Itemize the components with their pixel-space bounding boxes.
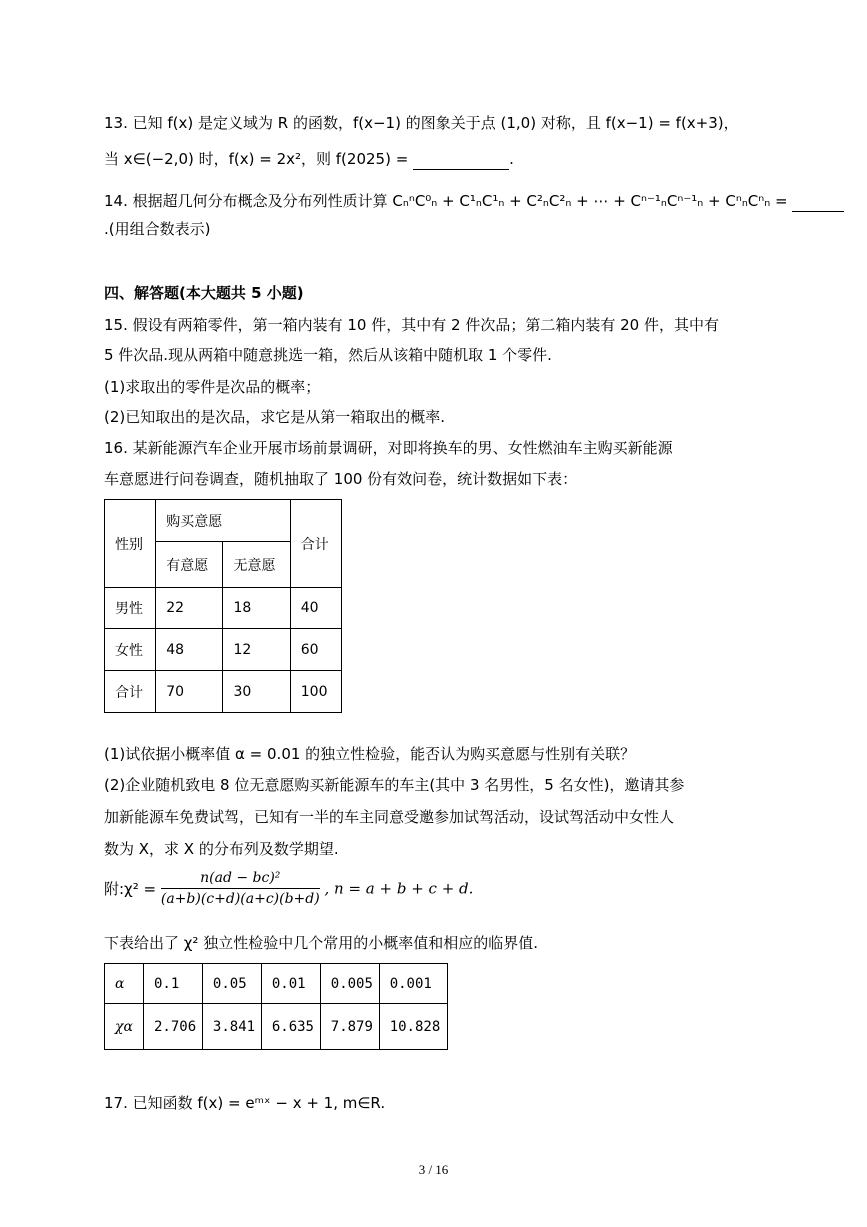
q16-part2c [104,838,339,860]
row-yes: 70 [156,671,223,713]
table-row [105,1004,448,1050]
row-total: 100 [290,671,341,713]
q15-line1 [104,314,719,336]
row-yes: 22 [156,588,223,629]
chi-value: 6.635 [261,1004,320,1050]
chi-value: 7.879 [320,1004,379,1050]
alpha-value: 0.005 [320,964,379,1004]
q15-part1 [104,376,320,398]
q16-line2-text: 车意愿进行问卷调查，随机抽取了 100 份有效问卷，统计数据如下表： [104,470,578,488]
chi-square-formula [104,870,473,907]
alpha-value: 0.05 [202,964,261,1004]
q17-line1 [104,1092,385,1114]
q16-line2 [104,468,577,490]
critical-value-table [104,963,448,1050]
q16-part2b [104,806,674,828]
row-no: 12 [223,629,290,671]
table-row [105,964,448,1004]
q14-line2-text: .(用组合数表示) [104,220,211,238]
q15-line2-text: 5 件次品.现从两箱中随意挑选一箱，然后从该箱中随机取 1 个零件. [104,346,552,364]
header-gender: 性别 [105,500,156,588]
q17-line1-text: 17. 已知函数 f(x) = eᵐˣ − x + 1, m∈R. [104,1094,386,1112]
formula-numerator: n(ad − bc)² [161,870,320,889]
q16-part1 [104,743,635,765]
q16-line1 [104,437,673,459]
q15-line1-text: 15. 假设有两箱零件，第一箱内装有 10 件，其中有 2 件次品；第二箱内装有 20 件，其中有 [104,316,719,334]
table2-intro-text: 下表给出了 χ² 独立性检验中几个常用的小概率值和相应的临界值. [104,934,538,952]
q15-line2 [104,344,552,366]
chi-value: 3.841 [202,1004,261,1050]
q13-line2-text: 当 x∈(−2,0) 时，f(x) = 2x²，则 f(2025) = [104,150,409,168]
q13-line1 [104,112,739,134]
chi-label: χα [105,1004,144,1050]
survey-table [104,499,342,713]
alpha-value: 0.01 [261,964,320,1004]
formula-prefix: 附:χ² = [104,880,157,898]
row-total: 60 [290,629,341,671]
chi-value: 2.706 [144,1004,203,1050]
row-no: 30 [223,671,290,713]
chi-value: 10.828 [379,1004,447,1050]
q13-line1-text: 13. 已知 f(x) 是定义域为 R 的函数，f(x−1) 的图象关于点 (1,0) 对称，且 f(x−1) = f(x+3)， [104,114,739,132]
row-label: 男性 [105,588,156,629]
section-title [104,282,304,304]
formula-suffix: , n = a + b + c + d. [324,879,474,898]
q16-part2a-text: (2)企业随机致电 8 位无意愿购买新能源车的车主(其中 3 名男性，5 名女性)，邀请其参 [104,776,685,794]
row-no: 18 [223,588,290,629]
row-total: 40 [290,588,341,629]
q15-part2-text: (2)已知取出的是次品，求它是从第一箱取出的概率. [104,408,446,426]
page-number: 3 / 16 [418,1162,449,1177]
formula-fraction [161,870,320,907]
alpha-value: 0.1 [144,964,203,1004]
table-row [105,588,342,629]
q16-line1-text: 16. 某新能源汽车企业开展市场前景调研，对即将换车的男、女性燃油车主购买新能源 [104,439,673,457]
q14-line1-text: 14. 根据超几何分布概念及分布列性质计算 CₙⁿC⁰ₙ + C¹ₙC¹ₙ + C²ₙC²ₙ + ⋯ + Cⁿ⁻¹ₙCⁿ⁻¹ₙ + CⁿₙCⁿₙ = [104,192,788,210]
q13-answer-blank [413,169,509,170]
table-row [105,671,342,713]
table-row [105,629,342,671]
q14-line2 [104,218,210,240]
header-intent: 购买意愿 [156,500,291,542]
q16-part2b-text: 加新能源车免费试驾，已知有一半的车主同意受邀参加试驾活动，设试驾活动中女性人 [104,808,675,826]
row-yes: 48 [156,629,223,671]
q13-line2: 当 x∈(−2,0) 时，f(x) = 2x²，则 f(2025) = . [104,150,514,168]
q14-line1 [104,190,844,212]
header-yes: 有意愿 [156,542,223,588]
q16-part2c-text: 数为 X，求 X 的分布列及数学期望. [104,840,339,858]
section-title-text: 四、解答题(本大题共 5 小题) [104,284,304,302]
table2-intro [104,932,538,954]
row-label: 女性 [105,629,156,671]
q15-part2 [104,406,445,428]
formula-denominator: (a+b)(c+d)(a+c)(b+d) [160,891,320,907]
q14-answer-blank [792,211,844,212]
q16-part2a [104,774,684,796]
header-no: 无意愿 [223,542,290,588]
header-total: 合计 [290,500,341,588]
q16-part1-text: (1)试依据小概率值 α = 0.01 的独立性检验，能否认为购买意愿与性别有关联？ [104,745,636,763]
alpha-label: α [105,964,144,1004]
row-label: 合计 [105,671,156,713]
q15-part1-text: (1)求取出的零件是次品的概率； [104,378,321,396]
alpha-value: 0.001 [379,964,447,1004]
